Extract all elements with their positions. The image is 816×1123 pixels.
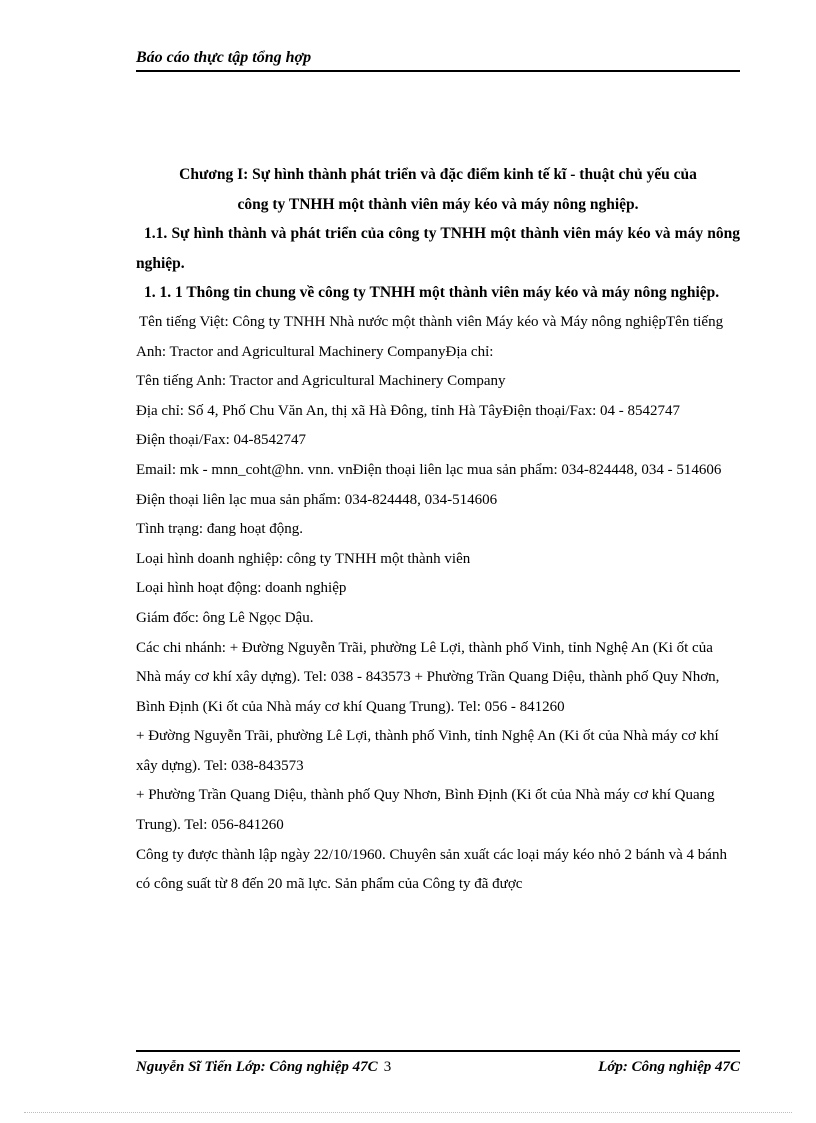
page-header [136, 48, 740, 72]
header-title: Báo cáo thực tập tổng hợp [136, 49, 312, 66]
paragraph: Loại hình hoạt động: doanh nghiệp [136, 580, 347, 597]
paragraph: Tên tiếng Anh: Tractor and Agricultural Machinery Company [136, 373, 506, 390]
paragraph: Loại hình doanh nghiệp: công ty TNHH một thành viên [136, 550, 471, 567]
chapter-title-line-1: Chương I: Sự hình thành phát triển và đặc điểm kinh tế kĩ - thuật chủ yếu của [179, 166, 697, 183]
paragraph: Điện thoại/Fax: 04-8542747 [136, 432, 306, 449]
paragraph: + Phường Trần Quang Diệu, thành phố Quy Nhơn, Bình Định (Ki ốt của Nhà máy cơ khí Quang Trung). Tel: 056-841260 [136, 787, 715, 834]
paragraph: Các chi nhánh: + Đường Nguyễn Trãi, phường Lê Lợi, thành phố Vinh, tỉnh Nghệ An (Ki ốt của Nhà máy cơ khí xây dựng). Tel: 038 - 843573 + Phường Trần Quang Diệu, thành phố Quy Nhơn, Bình Định (Ki ốt của Nhà máy cơ khí Quang Trung). Tel: 056 - 841260 [136, 639, 720, 715]
paragraph: + Đường Nguyễn Trãi, phường Lê Lợi, thành phố Vinh, tỉnh Nghệ An (Ki ốt của Nhà máy cơ khí xây dựng). Tel: 038-843573 [136, 728, 719, 774]
paragraph: Điện thoại liên lạc mua sản phẩm: 034-824448, 034-514606 [136, 491, 498, 508]
page-footer [136, 1050, 740, 1077]
footer-author-class: Nguyễn Sĩ Tiến Lớp: Công nghiệp 47C [136, 1059, 378, 1075]
page-bottom-divider [24, 1112, 792, 1113]
page-body [136, 160, 740, 900]
paragraph: Email: mk - mnn_coht@hn. vnn. vnĐiện thoại liên lạc mua sản phẩm: 034-824448, 034 - 514606 [136, 461, 722, 478]
paragraph: Công ty được thành lập ngày 22/10/1960. Chuyên sản xuất các loại máy kéo nhỏ 2 bánh và 4 bánh có công suất từ 8 đến 20 mã lực. Sản phẩm của Công ty đã được [136, 846, 727, 893]
paragraph: Tình trạng: đang hoạt động. [136, 521, 304, 538]
paragraph: Giám đốc: ông Lê Ngọc Dậu. [136, 609, 314, 626]
page-number: 3 [383, 1059, 392, 1075]
section-heading-1-1-1: 1. 1. 1 Thông tin chung về công ty TNHH một thành viên máy kéo và máy nông nghiệp. [144, 284, 720, 302]
footer-class: Lớp: Công nghiệp 47C [598, 1059, 740, 1075]
paragraph: Tên tiếng Việt: Công ty TNHH Nhà nước một thành viên Máy kéo và Máy nông nghiệpTên tiếng Anh: Tractor and Agricultural Machinery CompanyĐịa chỉ: [136, 313, 724, 360]
footer-left-group [136, 1057, 391, 1077]
chapter-title-line-2: công ty TNHH một thành viên máy kéo và máy nông nghiệp. [237, 195, 639, 213]
section-heading-1-1: 1.1. Sự hình thành và phát triển của công ty TNHH một thành viên máy kéo và máy nông nghiệp. [136, 225, 740, 272]
paragraph: Địa chỉ: Số 4, Phố Chu Văn An, thị xã Hà Đông, tỉnh Hà TâyĐiện thoại/Fax: 04 - 8542747 [136, 402, 680, 419]
